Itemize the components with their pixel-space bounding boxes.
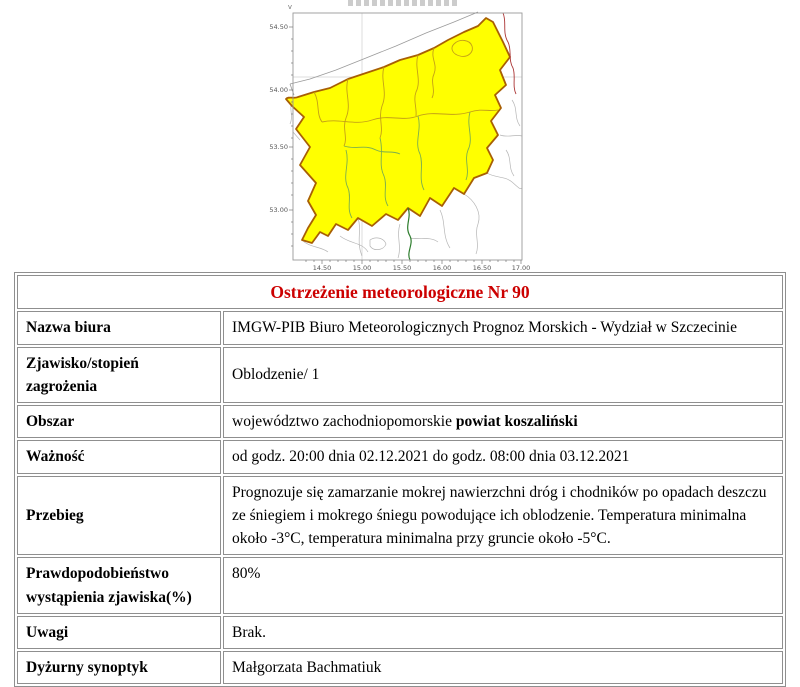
x-tick-label: 15.00 (352, 264, 372, 272)
table-row (17, 405, 783, 438)
warning-map (250, 0, 550, 272)
row-value: Małgorzata Bachmatiuk (223, 651, 783, 684)
table-row (17, 616, 783, 649)
table-row (17, 557, 783, 614)
row-value: IMGW-PIB Biuro Meteorologicznych Prognoz Morskich - Wydział w Szczecinie (223, 311, 783, 344)
y-tick-label: 54.00 (269, 86, 288, 94)
table-row (17, 651, 783, 684)
table-header-row (17, 275, 783, 309)
row-value-text: województwo zachodniopomorskie (232, 413, 456, 430)
row-value: Prognozuje się zamarzanie mokrej nawierzchni dróg i chodników po opadach deszczu ze śniegiem i mokrego śniegu powodujące ich oblodzenie. Temperatura minimalna około -3°C, temperatura minimalna przy gruncie około -5°C. (223, 476, 783, 556)
x-tick-label: 14.50 (312, 264, 332, 272)
map-svg (250, 0, 550, 272)
row-label: Ważność (17, 440, 221, 473)
y-tick-label: 54.50 (269, 23, 288, 31)
row-value: Brak. (223, 616, 783, 649)
row-label: Uwagi (17, 616, 221, 649)
axis-top-glyph: v (287, 3, 293, 11)
x-tick-label: 17.00 (511, 264, 531, 272)
y-tick-label: 53.50 (269, 143, 288, 151)
table-row (17, 440, 783, 473)
y-tick-label: 53.00 (269, 206, 288, 214)
row-value: Oblodzenie/ 1 (223, 347, 783, 404)
row-value: 80% (223, 557, 783, 614)
warning-title: Ostrzeżenie meteorologiczne Nr 90 (17, 275, 783, 309)
warning-area-polygon (286, 18, 510, 243)
table-row (17, 311, 783, 344)
x-tick-label: 16.50 (472, 264, 492, 272)
row-label: Obszar (17, 405, 221, 438)
x-tick-label: 15.50 (392, 264, 412, 272)
warning-table (14, 272, 786, 687)
row-value-bold-text: powiat koszaliński (455, 413, 578, 430)
row-value (223, 405, 783, 438)
row-value: od godz. 20:00 dnia 02.12.2021 do godz. 08:00 dnia 03.12.2021 (223, 440, 783, 473)
table-row (17, 347, 783, 404)
row-label: Nazwa biura (17, 311, 221, 344)
row-label: Zjawisko/stopień zagrożenia (17, 347, 221, 404)
table-row (17, 476, 783, 556)
row-label: Prawdopodobieństwo wystąpienia zjawiska(%) (17, 557, 221, 614)
row-label: Dyżurny synoptyk (17, 651, 221, 684)
x-tick-label: 16.00 (432, 264, 452, 272)
voivodeship-border-green (408, 208, 411, 260)
clipped-map-title (348, 0, 460, 6)
row-label: Przebieg (17, 476, 221, 556)
